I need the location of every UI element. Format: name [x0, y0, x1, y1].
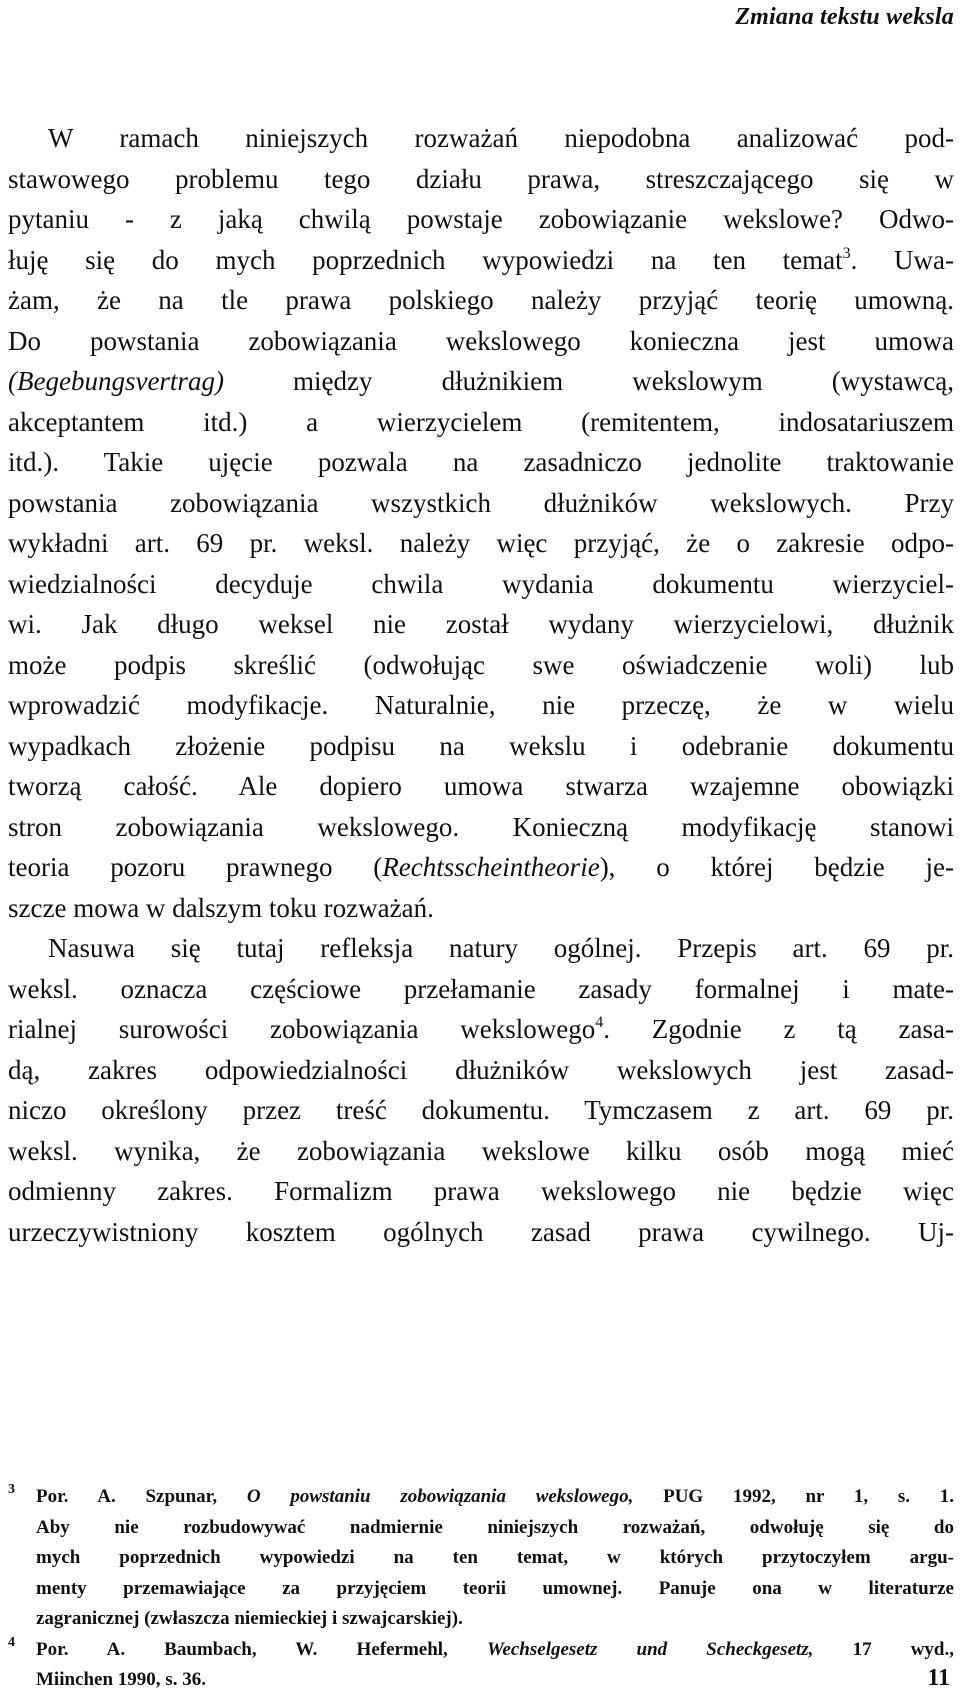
italic-term: Rechtsscheintheorie	[382, 852, 600, 882]
text-line: wykładni art. 69 pr. weksl. należy więc przyjąć, że o zakresie odpo-	[8, 528, 954, 558]
text-line: stawowego problemu tego działu prawa, streszczającego się w	[8, 163, 954, 194]
footnote-line: menty przemawiające za przyjęciem teorii umownej. Panuje ona w literaturze	[36, 1577, 954, 1599]
footnote-ref-4: 4	[595, 1014, 604, 1031]
text-line: wi. Jak długo weksel nie został wydany wierzycielowi, dłużnik	[8, 609, 954, 639]
text-fragment: . Zgodnie z tą zasa-	[603, 1014, 954, 1044]
citation-title: Wechselgesetz und Scheckgesetz,	[486, 1638, 814, 1660]
text-line: itd.). Takie ujęcie pozwala na zasadniczo jednolite traktowanie	[8, 447, 954, 477]
text-fragment: między dłużnikiem wekslowym (wystawcą,	[223, 366, 954, 396]
paragraph-1	[8, 118, 954, 928]
footnote-line: Aby nie rozbudowywać nadmiernie niniejszych rozważań, odwołuję się do	[36, 1516, 954, 1538]
text-fragment: rialnej surowości zobowiązania wekslowego	[8, 1014, 596, 1044]
italic-term: (Begebungsvertrag)	[8, 366, 224, 396]
text-line	[8, 240, 954, 281]
text-line: tworzą całość. Ale dopiero umowa stwarza wzajemne obowiązki	[8, 771, 954, 801]
footnote-4	[8, 1635, 954, 1696]
footnote-number: 3	[8, 1482, 15, 1497]
text-line: Nasuwa się tutaj refleksja natury ogólnej. Przepis art. 69 pr.	[48, 933, 954, 963]
text-line: W ramach niniejszych rozważań niepodobna analizować pod-	[48, 123, 954, 153]
text-line	[8, 847, 954, 888]
footnote-number: 4	[8, 1634, 15, 1650]
text-fragment: ), o której będzie je-	[599, 852, 954, 882]
text-line: żam, że na tle prawa polskiego należy przyjąć teorię umowną.	[8, 285, 954, 315]
text-fragment: teoria pozoru prawnego (	[8, 852, 383, 882]
text-fragment: PUG 1992, nr 1, s. 1.	[633, 1486, 955, 1507]
text-line: pytaniu - z jaką chwilą powstaje zobowiązanie wekslowe? Odwo-	[8, 204, 954, 234]
footnote-line: Miinchen 1990, s. 36.	[36, 1669, 206, 1690]
text-fragment: Por. A. Baumbach, W. Hefermehl,	[36, 1638, 487, 1660]
running-header: Zmiana tekstu weksla	[735, 4, 954, 30]
text-line: weksl. wynika, że zobowiązania wekslowe kilku osób mogą mieć	[8, 1135, 954, 1166]
page-number: 11	[927, 1665, 950, 1691]
text-line	[8, 361, 954, 402]
text-line: wiedzialności decyduje chwila wydania dokumentu wierzyciel-	[8, 568, 954, 599]
text-line: niczo określony przez treść dokumentu. Tymczasem z art. 69 pr.	[8, 1095, 954, 1125]
citation-title: O powstaniu zobowiązania wekslowego,	[246, 1486, 634, 1507]
text-fragment: łuję się do mych poprzednich wypowiedzi na ten temat	[8, 244, 843, 275]
text-line	[8, 1009, 954, 1050]
paragraph-2	[8, 928, 954, 1252]
footnote-line: mych poprzednich wypowiedzi na ten temat, w których przytoczyłem argu-	[36, 1547, 954, 1568]
text-line: dą, zakres odpowiedzialności dłużników wekslowych jest zasad-	[8, 1054, 954, 1085]
footnote-ref-3: 3	[842, 244, 851, 262]
footnote-line	[36, 1482, 954, 1513]
footnotes	[8, 1482, 954, 1696]
text-line: weksl. oznacza częściowe przełamanie zasady formalnej i mate-	[8, 973, 954, 1004]
text-fragment: Por. A. Szpunar,	[36, 1486, 247, 1507]
text-line: stron zobowiązania wekslowego. Konieczną modyfikację stanowi	[8, 811, 954, 842]
footnote-3	[8, 1482, 954, 1635]
text-fragment: 17 wyd.,	[813, 1638, 954, 1660]
main-text	[8, 118, 954, 1252]
text-line: szcze mowa w dalszym toku rozważań.	[8, 892, 434, 923]
text-fragment: . Uwa-	[850, 244, 954, 275]
text-line: może podpis skreślić (odwołując swe oświadczenie woli) lub	[8, 649, 954, 680]
text-line: wprowadzić modyfikacje. Naturalnie, nie przeczę, że w wielu	[8, 690, 954, 720]
text-line: akceptantem itd.) a wierzycielem (remitentem, indosatariuszem	[8, 406, 954, 437]
text-line: powstania zobowiązania wszystkich dłużników wekslowych. Przy	[8, 487, 954, 518]
text-line: odmienny zakres. Formalizm prawa wekslowego nie będzie więc	[8, 1176, 954, 1206]
footnote-line: zagranicznej (zwłaszcza niemieckiej i szwajcarskiej).	[36, 1608, 463, 1629]
text-line: Do powstania zobowiązania wekslowego konieczna jest umowa	[8, 325, 954, 356]
text-line: urzeczywistniony kosztem ogólnych zasad prawa cywilnego. Uj-	[8, 1216, 954, 1247]
text-line: wypadkach złożenie podpisu na wekslu i odebranie dokumentu	[8, 730, 954, 761]
footnote-line	[36, 1635, 954, 1666]
